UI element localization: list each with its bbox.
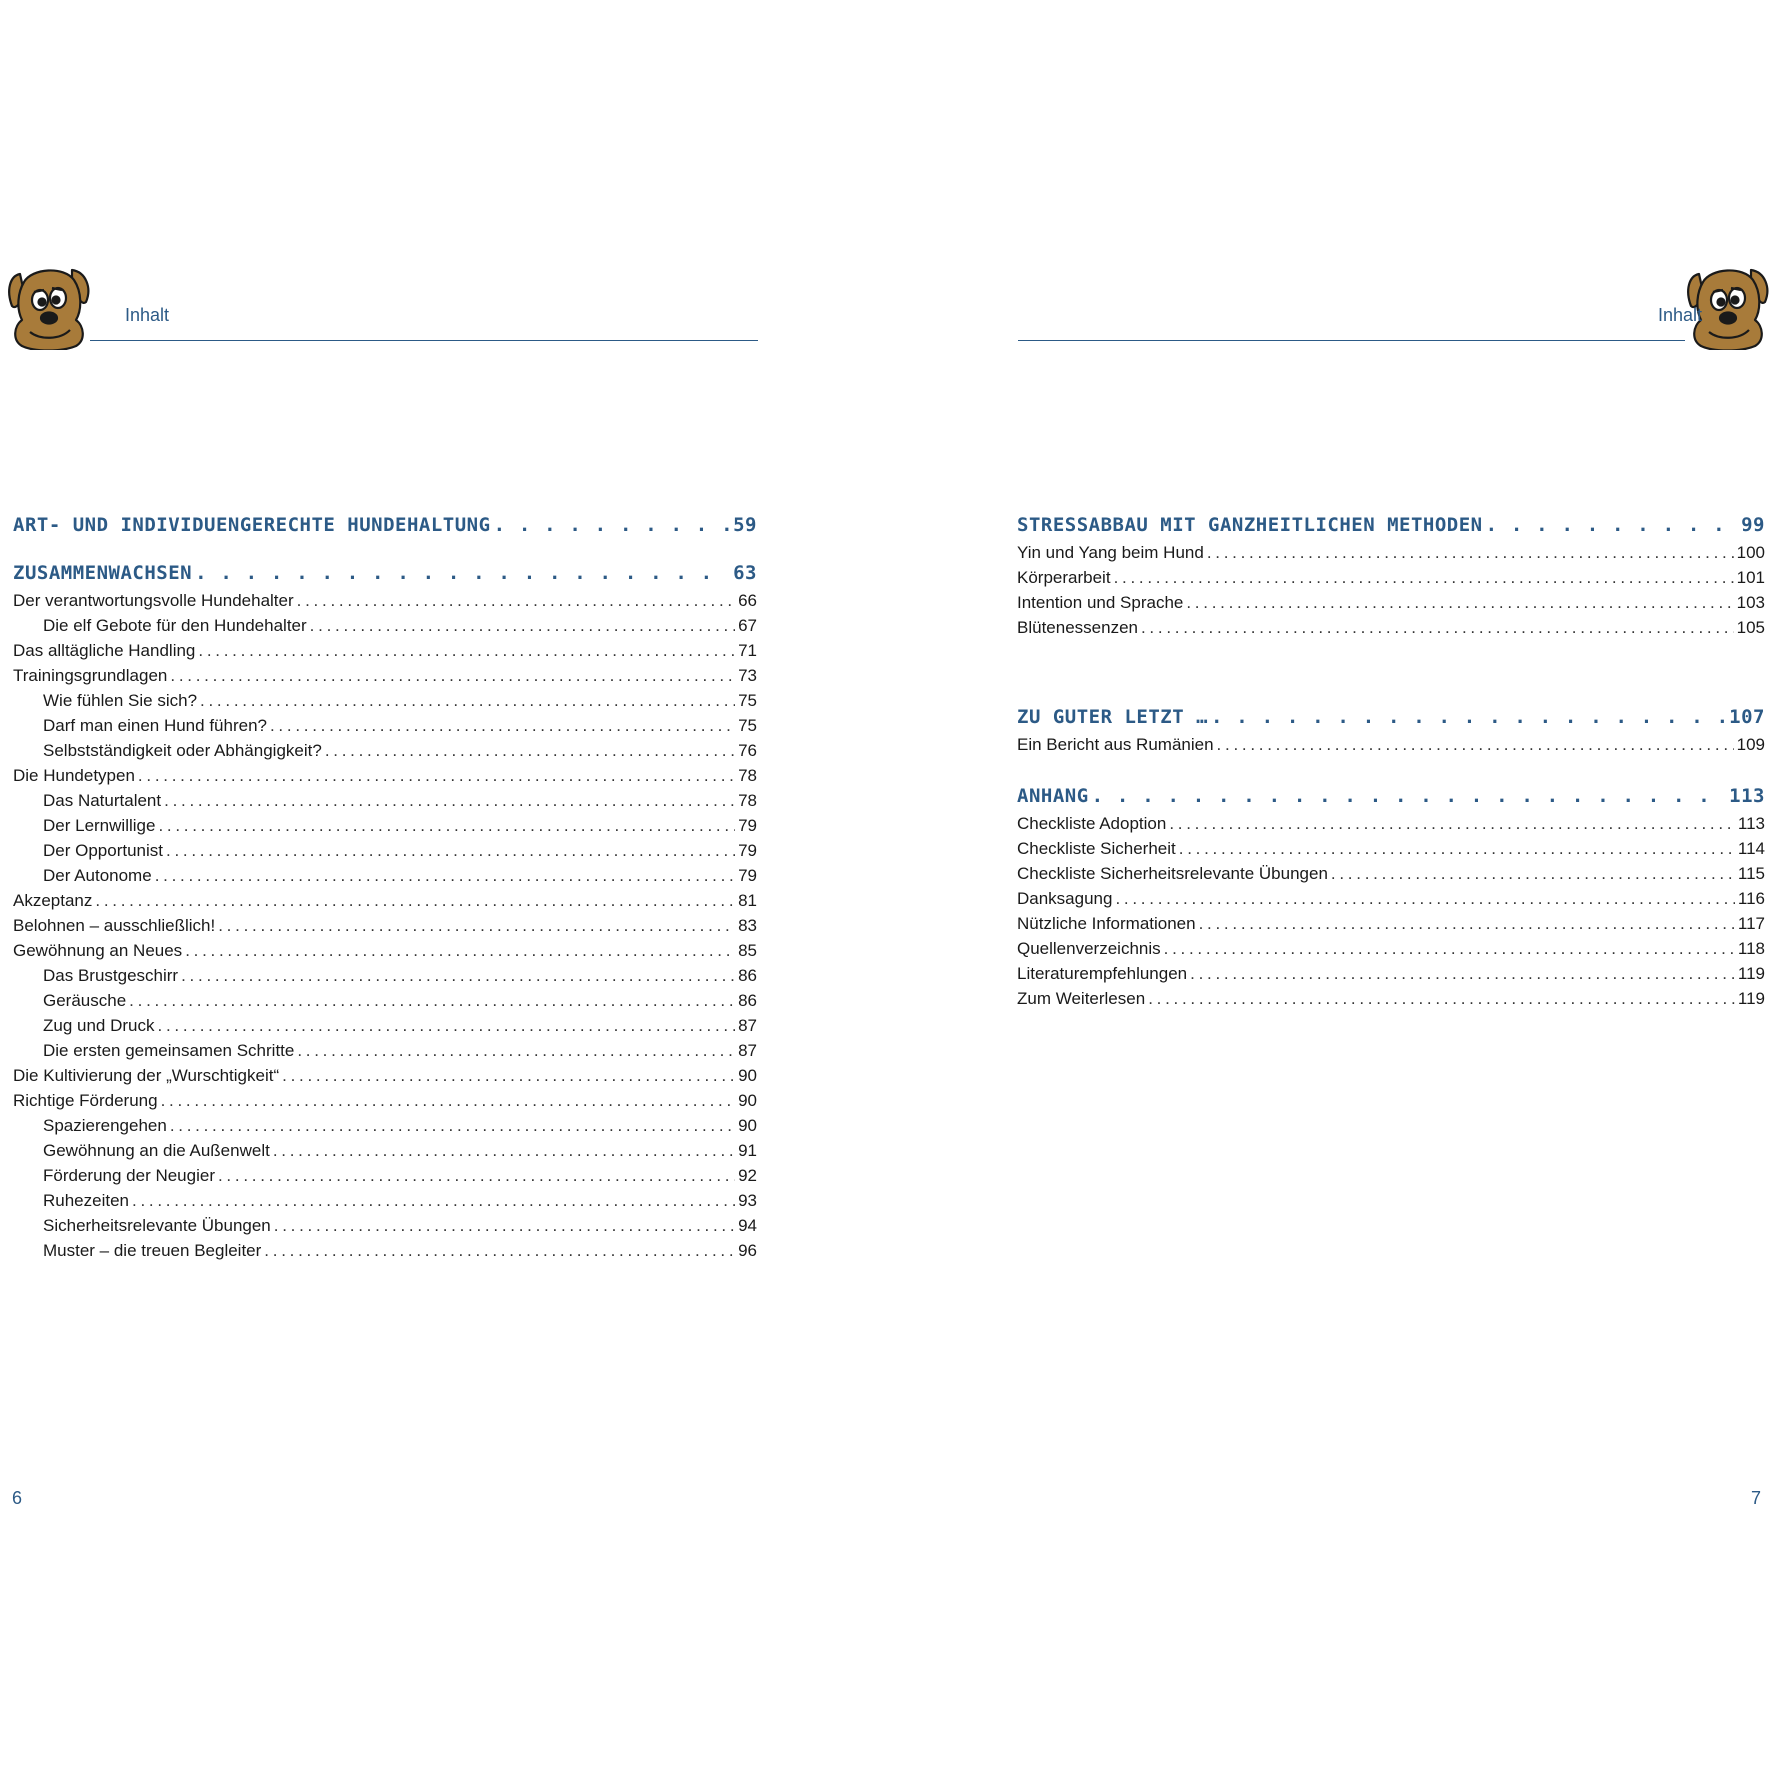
- dot-leader: [1169, 811, 1735, 836]
- dot-leader: [1211, 702, 1726, 732]
- dot-leader: [218, 1163, 735, 1188]
- toc-chapter[interactable]: [13, 558, 757, 588]
- toc-entry[interactable]: [13, 1013, 757, 1038]
- entry-page: 85: [738, 941, 757, 960]
- dot-leader: [138, 763, 735, 788]
- dot-leader: [1199, 911, 1735, 936]
- entry-page: 79: [738, 841, 757, 860]
- running-header: Inhalt: [125, 305, 170, 325]
- entry-page: 92: [738, 1166, 757, 1185]
- dot-leader: [1115, 886, 1734, 911]
- entry-label: Die ersten gemeinsamen Schritte: [43, 1041, 295, 1060]
- entry-label: Das alltägliche Handling: [13, 641, 196, 660]
- dot-leader: [170, 663, 735, 688]
- entry-page: 116: [1737, 889, 1765, 908]
- table-of-contents: [13, 510, 757, 1263]
- entry-label: Gewöhnung an die Außenwelt: [43, 1141, 270, 1160]
- toc-entry[interactable]: [1017, 986, 1765, 1011]
- chapter-title: ART- UND INDIVIDUENGERECHTE HUNDEHALTUNG: [13, 514, 491, 536]
- toc-entry[interactable]: [13, 838, 757, 863]
- dot-leader: [155, 863, 735, 888]
- toc-entry[interactable]: [13, 1188, 757, 1213]
- toc-chapter[interactable]: [1017, 781, 1765, 811]
- toc-chapter[interactable]: [1017, 510, 1765, 540]
- dot-leader: [170, 1113, 735, 1138]
- page-number: 6: [12, 1488, 23, 1508]
- chapter-title: ANHANG: [1017, 785, 1089, 807]
- dot-leader: [494, 510, 731, 540]
- dot-leader: [1179, 836, 1735, 861]
- chapter-page: 99: [1741, 514, 1765, 536]
- entry-label: Belohnen – ausschließlich!: [13, 916, 216, 935]
- toc-entry[interactable]: [13, 1088, 757, 1113]
- dot-leader: [129, 988, 735, 1013]
- entry-label: Das Naturtalent: [43, 791, 162, 810]
- entry-page: 117: [1737, 914, 1765, 933]
- dot-leader: [1114, 565, 1734, 590]
- entry-label: Darf man einen Hund führen?: [43, 716, 267, 735]
- toc-entry[interactable]: [1017, 836, 1765, 861]
- toc-entry[interactable]: [13, 1163, 757, 1188]
- entry-page: 87: [738, 1016, 757, 1035]
- toc-chapter[interactable]: [13, 510, 757, 540]
- toc-entry[interactable]: [13, 988, 757, 1013]
- dot-leader: [198, 638, 735, 663]
- dot-leader: [282, 1063, 735, 1088]
- table-of-contents: [1017, 510, 1765, 1011]
- toc-entry[interactable]: [13, 1038, 757, 1063]
- running-header: Inhalt: [1657, 305, 1702, 325]
- entry-page: 76: [738, 741, 757, 760]
- toc-entry[interactable]: [13, 963, 757, 988]
- dot-leader: [264, 1238, 735, 1263]
- chapter-title: ZU GUTER LETZT …: [1017, 706, 1209, 728]
- toc-entry[interactable]: [1017, 590, 1765, 615]
- toc-entry[interactable]: [13, 688, 757, 713]
- entry-page: 90: [738, 1091, 757, 1110]
- dot-leader: [200, 688, 735, 713]
- entry-label: Ein Bericht aus Rumänien: [1017, 735, 1214, 754]
- dot-leader: [1141, 615, 1734, 640]
- entry-page: 118: [1737, 939, 1765, 958]
- dot-leader: [297, 1038, 735, 1063]
- header-rule: [90, 340, 758, 341]
- entry-page: 75: [738, 716, 757, 735]
- toc-chapter[interactable]: [1017, 702, 1765, 732]
- right-page: [885, 0, 1770, 1770]
- dot-leader: [1186, 590, 1733, 615]
- entry-label: Die Hundetypen: [13, 766, 135, 785]
- entry-label: Der Autonome: [43, 866, 152, 885]
- entry-page: 113: [1737, 814, 1765, 833]
- dot-leader: [95, 888, 735, 913]
- entry-label: Quellenverzeichnis: [1017, 939, 1161, 958]
- entry-page: 78: [738, 791, 757, 810]
- entry-label: Wie fühlen Sie sich?: [43, 691, 198, 710]
- cartoon-dog-icon: [6, 262, 90, 350]
- toc-entry[interactable]: [13, 663, 757, 688]
- entry-label: Körperarbeit: [1017, 568, 1111, 587]
- entry-label: Danksagung: [1017, 889, 1113, 908]
- entry-page: 73: [738, 666, 757, 685]
- chapter-title: STRESSABBAU MIT GANZHEITLICHEN METHODEN: [1017, 514, 1483, 536]
- entry-page: 67: [738, 616, 757, 635]
- entry-label: Muster – die treuen Begleiter: [43, 1241, 262, 1260]
- entry-label: Das Brustgeschirr: [43, 966, 179, 985]
- entry-page: 100: [1736, 543, 1765, 562]
- entry-page: 109: [1736, 735, 1765, 754]
- dot-leader: [1486, 510, 1738, 540]
- entry-label: Die elf Gebote für den Hundehalter: [43, 616, 307, 635]
- toc-entry[interactable]: [13, 913, 757, 938]
- dot-leader: [1164, 936, 1735, 961]
- dot-leader: [270, 713, 735, 738]
- dot-leader: [166, 838, 735, 863]
- entry-page: 103: [1736, 593, 1765, 612]
- entry-page: 90: [738, 1066, 757, 1085]
- dot-leader: [185, 938, 735, 963]
- entry-page: 79: [738, 866, 757, 885]
- dot-leader: [1148, 986, 1735, 1011]
- entry-page: 96: [738, 1241, 757, 1260]
- toc-entry[interactable]: [13, 1063, 757, 1088]
- entry-page: 119: [1737, 989, 1765, 1008]
- entry-label: Der verantwortungsvolle Hundehalter: [13, 591, 294, 610]
- toc-entry[interactable]: [13, 613, 757, 638]
- dot-leader: [1092, 781, 1727, 811]
- entry-label: Richtige Förderung: [13, 1091, 158, 1110]
- toc-entry[interactable]: [1017, 811, 1765, 836]
- dot-leader: [1190, 961, 1735, 986]
- dot-leader: [181, 963, 735, 988]
- entry-label: Checkliste Sicherheitsrelevante Übungen: [1017, 864, 1328, 883]
- entry-page: 86: [738, 991, 757, 1010]
- entry-page: 91: [738, 1141, 757, 1160]
- toc-entry[interactable]: [13, 588, 757, 613]
- entry-label: Gewöhnung an Neues: [13, 941, 183, 960]
- toc-entry[interactable]: [13, 738, 757, 763]
- entry-label: Der Opportunist: [43, 841, 163, 860]
- entry-page: 119: [1737, 964, 1765, 983]
- dot-leader: [158, 1013, 736, 1038]
- toc-entry[interactable]: [1017, 540, 1765, 565]
- toc-entry[interactable]: [1017, 615, 1765, 640]
- entry-label: Ruhezeiten: [43, 1191, 130, 1210]
- header-rule: [1018, 340, 1685, 341]
- entry-page: 75: [738, 691, 757, 710]
- dot-leader: [195, 558, 730, 588]
- page-number: 7: [1751, 1488, 1762, 1508]
- entry-page: 81: [738, 891, 757, 910]
- entry-page: 105: [1736, 618, 1765, 637]
- entry-label: Yin und Yang beim Hund: [1017, 543, 1204, 562]
- dot-leader: [161, 1088, 736, 1113]
- toc-entry[interactable]: [1017, 911, 1765, 936]
- entry-page: 115: [1737, 864, 1765, 883]
- entry-label: Förderung der Neugier: [43, 1166, 215, 1185]
- entry-label: Literaturempfehlungen: [1017, 964, 1188, 983]
- dot-leader: [273, 1138, 735, 1163]
- entry-label: Spazierengehen: [43, 1116, 167, 1135]
- toc-entry[interactable]: [1017, 565, 1765, 590]
- dot-leader: [158, 813, 735, 838]
- entry-label: Die Kultivierung der „Wurschtigkeit“: [13, 1066, 280, 1085]
- toc-entry[interactable]: [13, 938, 757, 963]
- entry-page: 79: [738, 816, 757, 835]
- entry-page: 94: [738, 1216, 757, 1235]
- entry-label: Trainingsgrundlagen: [13, 666, 168, 685]
- toc-entry[interactable]: [13, 863, 757, 888]
- dot-leader: [310, 613, 735, 638]
- dot-leader: [132, 1188, 735, 1213]
- dot-leader: [1331, 861, 1735, 886]
- toc-entry[interactable]: [13, 1238, 757, 1263]
- toc-entry[interactable]: [1017, 732, 1765, 757]
- entry-label: Checkliste Adoption: [1017, 814, 1167, 833]
- toc-entry[interactable]: [13, 763, 757, 788]
- entry-label: Checkliste Sicherheit: [1017, 839, 1176, 858]
- dot-leader: [1217, 732, 1734, 757]
- entry-page: 71: [738, 641, 757, 660]
- dot-leader: [325, 738, 735, 763]
- dot-leader: [297, 588, 735, 613]
- dot-leader: [274, 1213, 735, 1238]
- entry-page: 66: [738, 591, 757, 610]
- entry-label: Blütenessenzen: [1017, 618, 1138, 637]
- entry-label: Geräusche: [43, 991, 127, 1010]
- entry-page: 101: [1736, 568, 1765, 587]
- entry-page: 87: [738, 1041, 757, 1060]
- toc-entry[interactable]: [1017, 936, 1765, 961]
- entry-label: Nützliche Informationen: [1017, 914, 1196, 933]
- chapter-page: 59: [733, 514, 757, 536]
- entry-page: 90: [738, 1116, 757, 1135]
- entry-page: 86: [738, 966, 757, 985]
- toc-entry[interactable]: [13, 1213, 757, 1238]
- toc-entry[interactable]: [13, 888, 757, 913]
- entry-label: Selbstständigkeit oder Abhängigkeit?: [43, 741, 322, 760]
- chapter-title: ZUSAMMENWACHSEN: [13, 562, 193, 584]
- chapter-page: 63: [733, 562, 757, 584]
- dot-leader: [164, 788, 735, 813]
- entry-label: Sicherheitsrelevante Übungen: [43, 1216, 271, 1235]
- dot-leader: [1207, 540, 1734, 565]
- toc-entry[interactable]: [1017, 961, 1765, 986]
- entry-label: Akzeptanz: [13, 891, 93, 910]
- entry-label: Der Lernwillige: [43, 816, 156, 835]
- dot-leader: [218, 913, 735, 938]
- entry-label: Zum Weiterlesen: [1017, 989, 1146, 1008]
- chapter-page: 107: [1729, 706, 1765, 728]
- toc-entry[interactable]: [13, 813, 757, 838]
- toc-entry[interactable]: [13, 638, 757, 663]
- toc-entry[interactable]: [13, 1138, 757, 1163]
- chapter-page: 113: [1729, 785, 1765, 807]
- toc-entry[interactable]: [13, 788, 757, 813]
- toc-entry[interactable]: [13, 713, 757, 738]
- entry-page: 78: [738, 766, 757, 785]
- entry-page: 114: [1737, 839, 1765, 858]
- entry-page: 93: [738, 1191, 757, 1210]
- toc-entry[interactable]: [1017, 861, 1765, 886]
- toc-entry[interactable]: [13, 1113, 757, 1138]
- toc-entry[interactable]: [1017, 886, 1765, 911]
- entry-label: Zug und Druck: [43, 1016, 155, 1035]
- entry-label: Intention und Sprache: [1017, 593, 1184, 612]
- entry-page: 83: [738, 916, 757, 935]
